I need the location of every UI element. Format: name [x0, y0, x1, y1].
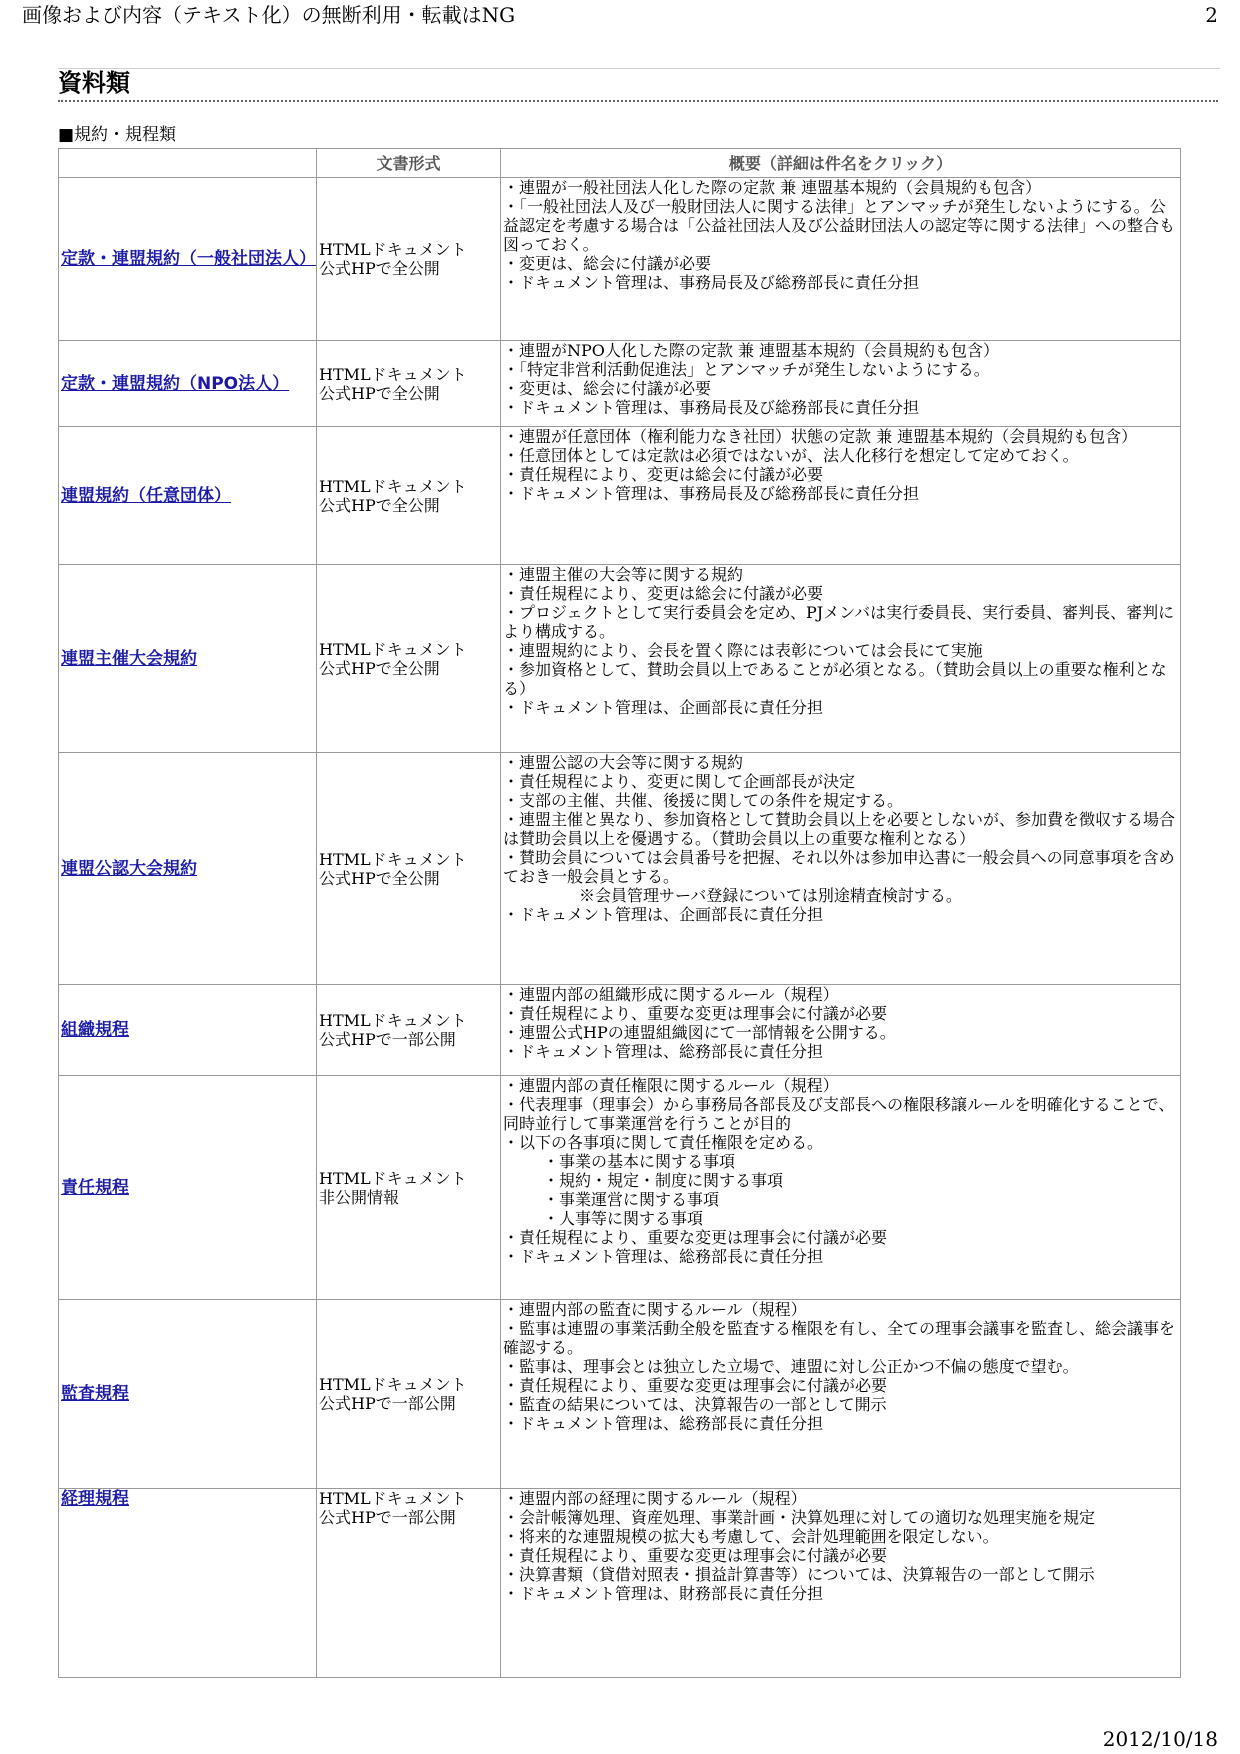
summary-line: ・監査の結果については、決算報告の一部として開示	[503, 1395, 887, 1414]
summary-line: ・連盟規約により、会長を置く際には表彰については会長にて実施	[503, 641, 983, 660]
format-visibility: 公式HPで一部公開	[319, 1394, 456, 1413]
summary-cell	[501, 1489, 1181, 1678]
summary-line: ・事業の基本に関する事項	[527, 1152, 736, 1171]
summary-line: ・責任規程により、変更は総会に付議が必要	[503, 584, 824, 603]
format-cell	[317, 1489, 501, 1678]
summary-line: ・ドキュメント管理は、事務局長及び総務部長に責任分担	[503, 484, 920, 503]
summary-line: ・連盟がNPO人化した際の定款 兼 連盟基本規約（会員規約も包含）	[503, 341, 1000, 360]
summary-line: ・責任規程により、重要な変更は理事会に付議が必要	[503, 1004, 888, 1023]
summary-line: ・代表理事（理事会）から事務局各部長及び支部長への権限移譲ルールを明確化することで、同時並行して事業運営を行うことが目的	[503, 1095, 1175, 1133]
summary-cell	[501, 178, 1181, 341]
table-row	[59, 341, 1181, 427]
column-header-format: 文書形式	[317, 149, 501, 178]
summary-line: ・規約・規定・制度に関する事項	[527, 1171, 784, 1190]
summary-line: ・ドキュメント管理は、事務局長及び総務部長に責任分担	[503, 273, 920, 292]
format-visibility: 公式HPで全公開	[319, 658, 440, 678]
summary-line: ・ドキュメント管理は、企画部長に責任分担	[503, 905, 824, 924]
format-cell	[317, 985, 501, 1076]
summary-line: ※会員管理サーバ登録については別途精査検討する。	[547, 886, 962, 905]
summary-cell	[501, 427, 1181, 565]
name-cell	[59, 1489, 317, 1678]
format-cell	[317, 1076, 501, 1300]
summary-line: ・責任規程により、変更は総会に付議が必要	[503, 465, 824, 484]
format-type: HTMLドキュメント	[319, 1375, 467, 1394]
format-type: HTMLドキュメント	[319, 1011, 467, 1030]
summary-line: ・ドキュメント管理は、総務部長に責任分担	[503, 1042, 824, 1061]
summary-cell	[501, 985, 1181, 1076]
format-type: HTMLドキュメント	[319, 476, 467, 496]
summary-line: ・「一般社団法人及び一般財団法人に関する法律」とアンマッチが発生しないようにする。公益認定を考慮する場合は「公益社団法人及び公益財団法人の認定等に関する法律」への整合も図っておく。	[503, 197, 1176, 254]
summary-line: ・連盟公認の大会等に関する規約	[503, 753, 744, 772]
summary-cell	[501, 1300, 1181, 1489]
column-header-name	[59, 149, 317, 178]
summary-line: ・将来的な連盟規模の拡大も考慮して、会計処理範囲を限定しない。	[503, 1527, 999, 1546]
format-type: HTMLドキュメント	[319, 849, 467, 869]
format-cell	[317, 427, 501, 565]
summary-line: ・参加資格として、賛助会員以上であることが必須となる。（賛助会員以上の重要な権利となる）	[503, 660, 1167, 698]
format-type: HTMLドキュメント	[319, 364, 467, 384]
document-link[interactable]: 連盟規約（任意団体）	[61, 485, 231, 506]
document-link[interactable]: 責任規程	[61, 1177, 129, 1198]
format-cell	[317, 341, 501, 427]
format-type: HTMLドキュメント	[319, 240, 467, 259]
table-row	[59, 427, 1181, 565]
summary-line: ・以下の各事項に関して責任権限を定める。	[503, 1133, 824, 1152]
name-cell	[59, 1300, 317, 1489]
summary-line: ・連盟内部の組織形成に関するルール（規程）	[503, 985, 839, 1004]
summary-line: ・連盟内部の責任権限に関するルール（規程）	[503, 1076, 839, 1095]
summary-cell	[501, 1076, 1181, 1300]
format-cell	[317, 1300, 501, 1489]
format-visibility: 非公開情報	[319, 1187, 400, 1207]
document-link[interactable]: 組織規程	[61, 1020, 129, 1040]
summary-line: ・連盟主催と異なり、参加資格として賛助会員以上を必要としないが、参加費を徴収する場合は賛助会員以上を優遇する。（賛助会員以上の重要な権利となる）	[503, 810, 1176, 848]
summary-line: ・監事は、理事会とは独立した立場で、連盟に対し公正かつ不偏の態度で望む。	[503, 1357, 1079, 1376]
table-header-row	[59, 149, 1181, 178]
table-row	[59, 1076, 1181, 1300]
format-visibility: 公式HPで全公開	[319, 383, 440, 403]
document-link[interactable]: 定款・連盟規約（NPO法人）	[61, 373, 290, 394]
summary-line: ・変更は、総会に付議が必要	[503, 254, 712, 273]
summary-line: ・「特定非営利活動促進法」とアンマッチが発生しないようにする。	[503, 360, 990, 379]
name-cell	[59, 427, 317, 565]
summary-line: ・会計帳簿処理、資産処理、事業計画・決算処理に対しての適切な処理実施を規定	[503, 1508, 1096, 1527]
summary-line: ・責任規程により、重要な変更は理事会に付議が必要	[503, 1546, 888, 1565]
column-header-summary: 概要（詳細は件名をクリック）	[501, 149, 1181, 178]
summary-line: ・連盟が任意団体（権利能力なき社団）状態の定款 兼 連盟基本規約（会員規約も包含）	[503, 427, 1138, 446]
subsection-title: ■規約・規程類	[58, 125, 177, 145]
summary-line: ・ドキュメント管理は、財務部長に責任分担	[503, 1584, 824, 1603]
header-title: 画像および内容（テキスト化）の無断利用・転載はNG	[22, 3, 516, 27]
summary-cell	[501, 753, 1181, 985]
summary-line: ・ドキュメント管理は、事務局長及び総務部長に責任分担	[503, 398, 920, 417]
summary-line: ・監事は連盟の事業活動全般を監査する権限を有し、全ての理事会議事を監査し、総会議事を確認する。	[503, 1319, 1176, 1357]
table-row	[59, 565, 1181, 753]
name-cell	[59, 753, 317, 985]
format-type: HTMLドキュメント	[319, 1489, 467, 1508]
format-cell	[317, 178, 501, 341]
summary-line: ・責任規程により、重要な変更は理事会に付議が必要	[503, 1228, 888, 1247]
format-visibility: 公式HPで一部公開	[319, 1030, 456, 1049]
summary-line: ・連盟主催の大会等に関する規約	[503, 565, 744, 584]
summary-line: ・連盟内部の経理に関するルール（規程）	[503, 1489, 807, 1508]
summary-cell	[501, 565, 1181, 753]
name-cell	[59, 565, 317, 753]
summary-line: ・連盟が一般社団法人化した際の定款 兼 連盟基本規約（会員規約も包含）	[503, 178, 1042, 197]
summary-line: ・ドキュメント管理は、総務部長に責任分担	[503, 1247, 824, 1266]
page-number: 2	[1205, 3, 1218, 27]
format-cell	[317, 565, 501, 753]
summary-line: ・連盟公式HPの連盟組織図にて一部情報を公開する。	[503, 1023, 896, 1042]
summary-line: ・決算書類（貸借対照表・損益計算書等）については、決算報告の一部として開示	[503, 1565, 1095, 1584]
format-type: HTMLドキュメント	[319, 1168, 467, 1188]
name-cell	[59, 178, 317, 341]
section-title: 資料類	[58, 68, 1218, 102]
format-visibility: 公式HPで一部公開	[319, 1508, 456, 1527]
table-row	[59, 178, 1181, 341]
document-link[interactable]: 定款・連盟規約（一般社団法人）	[61, 249, 316, 269]
summary-line: ・責任規程により、変更に関して企画部長が決定	[503, 772, 856, 791]
table-row	[59, 1300, 1181, 1489]
document-link[interactable]: 経理規程	[61, 1489, 129, 1509]
summary-cell	[501, 341, 1181, 427]
format-cell	[317, 753, 501, 985]
table-row	[59, 1489, 1181, 1678]
summary-line: ・賛助会員については会員番号を把握、それ以外は参加申込書に一般会員への同意事項を含めておき一般会員とする。	[503, 848, 1175, 886]
format-type: HTMLドキュメント	[319, 639, 467, 659]
document-link[interactable]: 監査規程	[61, 1384, 129, 1404]
summary-line: ・ドキュメント管理は、企画部長に責任分担	[503, 698, 824, 717]
documents-table	[58, 148, 1181, 1678]
footer-date: 2012/10/18	[1102, 1727, 1218, 1751]
table-row	[59, 985, 1181, 1076]
summary-line: ・任意団体としては定款は必須ではないが、法人化移行を想定して定めておく。	[503, 446, 1079, 465]
name-cell	[59, 341, 317, 427]
format-visibility: 公式HPで全公開	[319, 259, 440, 278]
summary-line: ・ドキュメント管理は、総務部長に責任分担	[503, 1414, 824, 1433]
format-visibility: 公式HPで全公開	[319, 495, 440, 515]
format-visibility: 公式HPで全公開	[319, 868, 440, 888]
name-cell	[59, 1076, 317, 1300]
summary-line: ・プロジェクトとして実行委員会を定め、PJメンバは実行委員長、実行委員、審判長、審判により構成する。	[503, 603, 1175, 641]
document-link[interactable]: 連盟主催大会規約	[61, 648, 197, 669]
summary-line: ・変更は、総会に付議が必要	[503, 379, 712, 398]
table-row	[59, 753, 1181, 985]
name-cell	[59, 985, 317, 1076]
summary-line: ・責任規程により、重要な変更は理事会に付議が必要	[503, 1376, 888, 1395]
summary-line: ・人事等に関する事項	[527, 1209, 704, 1228]
summary-line: ・支部の主催、共催、後援に関しての条件を規定する。	[503, 791, 904, 810]
document-link[interactable]: 連盟公認大会規約	[61, 858, 197, 879]
summary-line: ・連盟内部の監査に関するルール（規程）	[503, 1300, 807, 1319]
summary-line: ・事業運営に関する事項	[527, 1190, 720, 1209]
